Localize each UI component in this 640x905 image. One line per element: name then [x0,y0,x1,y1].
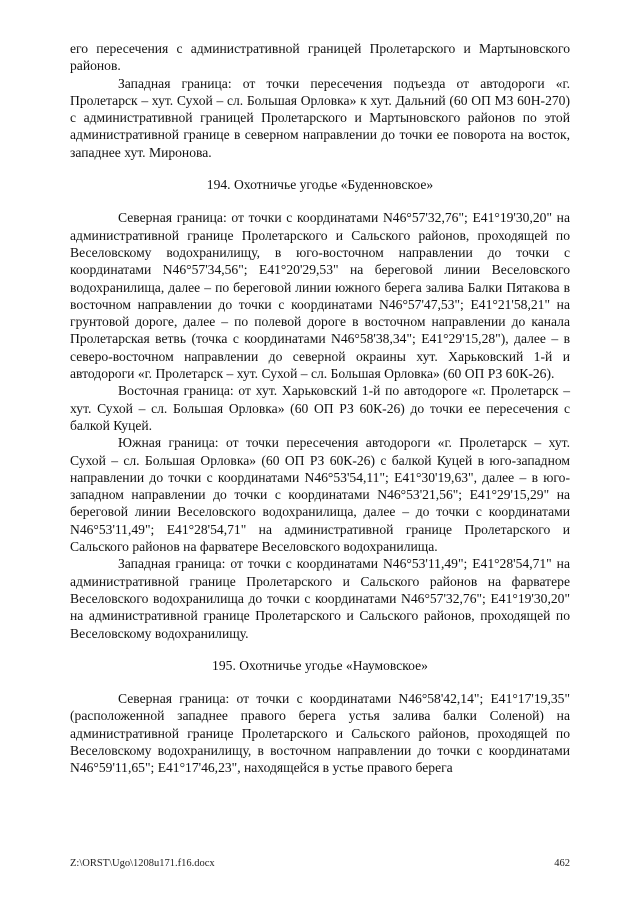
footer-file-path: Z:\ORST\Ugo\1208u171.f16.docx [70,858,215,869]
section-heading-195: 195. Охотничье угодье «Наумовское» [212,657,428,673]
paragraph-south-border-194: Южная граница: от точки пересечения автодороги «г. Пролетарск – хут. Сухой – сл. Большая Орловка» (60 ОП РЗ 60К-26) с балкой Куцей в юго-западном направлении до точки с координатами N46°53'54,11"; E41°30'19,63", далее – в юго-западном направлении до точки с координатами N46°53'21,56"; E41°29'15,29" на береговой линии Веселовского водохранилища, далее – до точки с координатами N46°53'11,49"; E41°28'54,71" на административной границе Пролетарского и Сальского районов на фарватере Веселовского водохранилища. [70,435,570,555]
paragraph-north-border-194: Северная граница: от точки с координатами N46°57'32,76"; E41°19'30,20" на административной границе Пролетарского и Сальского районов, проходящей по Веселовскому водохранилищу, в юго-восточном направлении до точки с координатами N46°57'34,56"; E41°20'29,53" на береговой линии Веселовского водохранилища, далее – по береговой линии южного берега залива Балки Пятакова в восточном направлении до точки с координатами N46°57'47,53"; E41°21'58,21" на грунтовой дороге, далее – по полевой дороге в восточном направлении до канала Пролетарская ветвь (точка с координатами N46°58'38,34"; E41°29'15,28"), далее – в северо-восточном направлении до северной окраины хут. Харьковский 1-й и автодороги «г. Пролетарск – хут. Сухой – сл. Большая Орловка» (60 ОП РЗ 60К-26). [70,210,570,382]
page-number: 462 [554,858,570,869]
paragraph-continuation: его пересечения с административной границей Пролетарского и Мартыновского районов. [70,41,570,74]
paragraph-east-border-194: Восточная граница: от хут. Харьковский 1-й по автодороге «г. Пролетарск – хут. Сухой – сл. Большая Орловка» (60 ОП РЗ 60К-26) до точки ее пересечения с балкой Куцей. [70,383,570,433]
paragraph-west-border: Западная граница: от точки пересечения подъезда от автодороги «г. Пролетарск – хут. Сухой – сл. Большая Орловка» к хут. Дальний (60 ОП МЗ 60Н-270) с административной границей Пролетарского и Мартыновского районов по этой административной границе в северном направлении до точки ее поворота на восток, западнее хут. Миронова. [70,75,570,160]
document-body [70,40,570,777]
paragraph-west-border-194: Западная граница: от точки с координатами N46°53'11,49"; E41°28'54,71" на административной границе Пролетарского и Сальского районов на фарватере Веселовского водохранилища до точки с координатами N46°57'32,76"; E41°19'30,20" на административной границе Пролетарского и Сальского районов, проходящей по Веселовскому водохранилищу. [70,556,570,641]
section-heading-194: 194. Охотничье угодье «Буденновское» [206,177,434,193]
paragraph-north-border-195: Северная граница: от точки с координатами N46°58'42,14"; E41°17'19,35" (расположенной западнее правого берега устья залива балки Соленой) на административной границе Пролетарского и Сальского районов, проходящей по Веселовскому водохранилищу, в восточном направлении до точки с координатами N46°59'11,65"; E41°17'46,23", находящейся в устье правого берега [70,691,570,776]
